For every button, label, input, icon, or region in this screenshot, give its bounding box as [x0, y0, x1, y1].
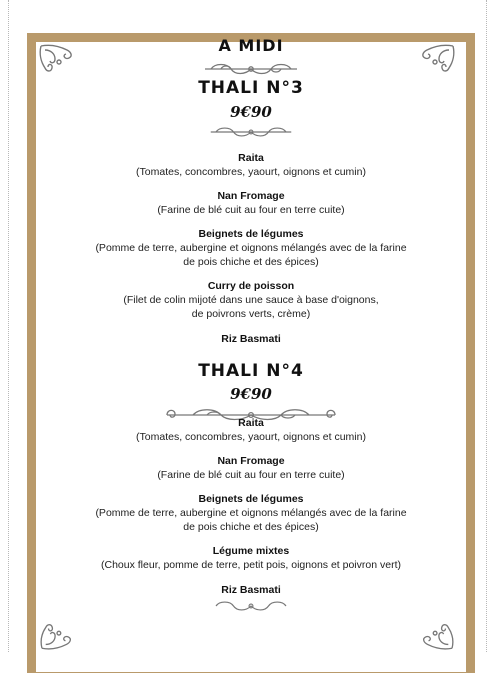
item-description: de pois chiche et des épices) [183, 256, 319, 268]
item-name: Raita [238, 152, 264, 164]
item-name: Nan Fromage [217, 190, 285, 202]
thali3-items [36, 152, 466, 346]
item-description: (Farine de blé cuit au four en terre cuite) [157, 469, 345, 481]
list-item [36, 228, 466, 269]
item-name: Riz Basmati [221, 333, 281, 345]
item-name: Curry de poisson [207, 280, 295, 292]
list-item [36, 280, 466, 321]
item-description: (Tomates, concombres, yaourt, oignons et cumin) [136, 431, 366, 443]
item-name: Raita [238, 417, 264, 429]
scroll-divider-icon [201, 599, 301, 613]
list-item [36, 584, 466, 597]
item-name: Nan Fromage [217, 455, 285, 467]
item-description: de poivrons verts, crème) [191, 308, 311, 320]
item-name: Beignets de légumes [198, 493, 304, 505]
scroll-divider-icon [201, 61, 301, 77]
bottom-left-flourish-icon [37, 620, 77, 652]
item-description: (Pomme de terre, aubergine et oignons mélangés avec de la farine [95, 242, 407, 254]
thali4-title: THALI N°4 [198, 361, 304, 381]
item-description: (Farine de blé cuit au four en terre cuite) [157, 204, 345, 216]
right-dotted-guide [486, 0, 487, 652]
thali4-items [36, 417, 466, 597]
item-name: Beignets de légumes [198, 228, 304, 240]
item-name: Légume mixtes [212, 545, 290, 557]
list-item [36, 545, 466, 572]
scroll-divider-icon [206, 125, 296, 139]
item-description: (Tomates, concombres, yaourt, oignons et cumin) [136, 166, 366, 178]
item-name: Riz Basmati [221, 584, 281, 596]
item-description: (Choux fleur, pomme de terre, petit pois, oignons et poivron vert) [101, 559, 401, 571]
thali3-price: 9€90 [230, 103, 272, 121]
item-description: de pois chiche et des épices) [183, 521, 319, 533]
bottom-right-flourish-icon [417, 620, 457, 652]
list-item [36, 333, 466, 346]
list-item [36, 190, 466, 217]
list-item [36, 417, 466, 444]
list-item [36, 493, 466, 534]
menu-content [36, 36, 466, 613]
item-description: (Pomme de terre, aubergine et oignons mélangés avec de la farine [95, 507, 407, 519]
thali4-price: 9€90 [230, 385, 272, 403]
left-dotted-guide [8, 0, 9, 652]
list-item [36, 152, 466, 179]
header-title: A MIDI [218, 36, 284, 55]
list-item [36, 455, 466, 482]
item-description: (Filet de colin mijoté dans une sauce à base d'oignons, [123, 294, 379, 306]
thali3-title: THALI N°3 [198, 78, 304, 98]
